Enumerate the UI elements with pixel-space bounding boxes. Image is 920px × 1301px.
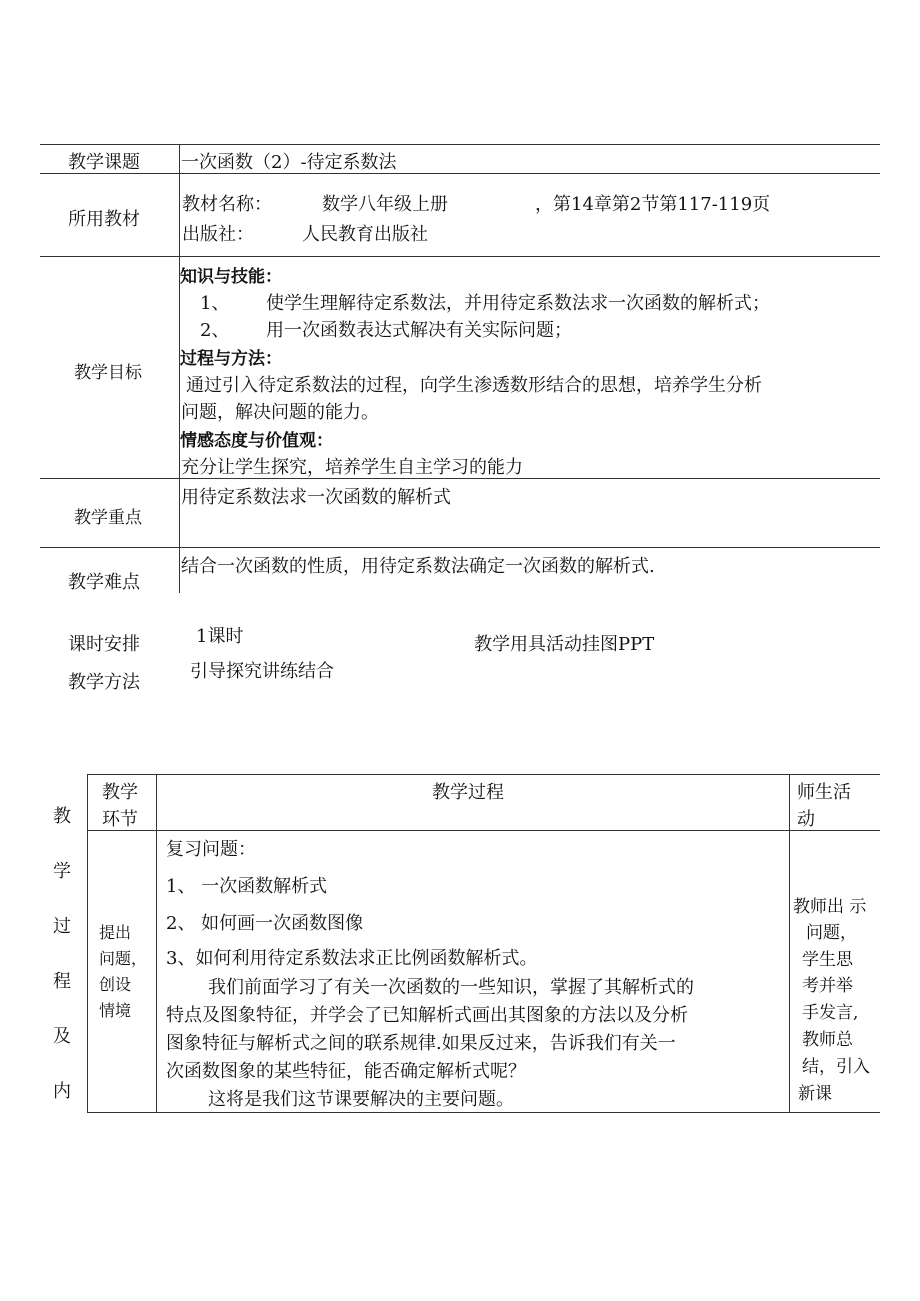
process-border-left (87, 774, 88, 1112)
goal-process-text-2: 问题，解决问题的能力。 (181, 402, 379, 423)
header-process: 教学过程 (432, 782, 504, 803)
topic-value: 一次函数（2）-待定系数法 (181, 152, 397, 173)
review-item-1: 1、 一次函数解析式 (166, 876, 328, 897)
method-label: 教学方法 (68, 672, 140, 693)
activity-line: 教师出 示 (793, 897, 867, 917)
process-side-char: 过 (53, 916, 71, 937)
process-border-top (87, 774, 880, 775)
goal-emotion-title: 情感态度与价值观： (180, 431, 333, 451)
table-border-top (40, 144, 880, 145)
stage-line: 情境 (99, 1001, 132, 1020)
goal-emotion-text: 充分让学生探究，培养学生自主学习的能力 (181, 457, 523, 478)
key-value: 用待定系数法求一次函数的解析式 (181, 487, 451, 508)
goals-label: 教学目标 (74, 363, 142, 383)
process-divider-stage (156, 774, 157, 1112)
activity-line: 教师总 (802, 1030, 853, 1050)
table-border-row2 (40, 256, 880, 257)
process-side-char: 学 (53, 861, 71, 882)
goal-knowledge-1-text: 使学生理解待定系数法，并用待定系数法求一次函数的解析式； (266, 293, 770, 314)
activity-line: 结，引入 (802, 1057, 870, 1077)
topic-label: 教学课题 (68, 152, 140, 173)
review-title: 复习问题： (166, 839, 256, 860)
difficulty-value: 结合一次函数的性质，用待定系数法确定一次函数的解析式. (181, 556, 655, 577)
goal-knowledge-title: 知识与技能： (180, 267, 282, 287)
activity-line: 考并举 (802, 976, 853, 996)
header-activity-line1: 师生活 (797, 782, 851, 803)
activity-line: 手发言, (802, 1003, 859, 1023)
stage-line: 问题， (99, 949, 148, 968)
process-side-char: 及 (53, 1026, 71, 1047)
process-side-char: 教 (53, 806, 71, 827)
activity-line: 问题， (806, 923, 857, 943)
goal-knowledge-2-text: 用一次函数表达式解决有关实际问题； (266, 320, 572, 341)
goal-process-text-1: 通过引入待定系数法的过程，向学生渗透数形结合的思想，培养学生分析 (186, 375, 762, 396)
paragraph-line: 我们前面学习了有关一次函数的一些知识，掌握了其解析式的 (208, 977, 694, 998)
materials-chapter: ，第14章第2节第117-119页 (535, 194, 771, 215)
publisher-label: 出版社： (182, 224, 254, 245)
paragraph-line: 特点及图象特征，并学会了已知解析式画出其图象的方法以及分析 (166, 1005, 688, 1026)
process-divider-activity (789, 774, 790, 1112)
process-border-header (87, 830, 880, 831)
header-activity-line2: 动 (797, 809, 815, 830)
activity-line: 学生思 (802, 950, 853, 970)
paragraph-line: 图象特征与解析式之间的联系规律.如果反过来，告诉我们有关一 (166, 1033, 676, 1054)
process-border-bottom (87, 1112, 880, 1113)
activity-line: 新课 (798, 1084, 832, 1104)
review-item-3: 3、如何利用待定系数法求正比例函数解析式。 (166, 948, 538, 969)
table-border-row4 (40, 547, 880, 548)
review-item-2: 2、 如何画一次函数图像 (166, 913, 364, 934)
stage-line: 创设 (99, 975, 132, 994)
goal-process-title: 过程与方法： (180, 349, 282, 369)
materials-name-value: 数学八年级上册 (322, 194, 448, 215)
stage-line: 提出 (99, 923, 132, 942)
hours-label: 课时安排 (68, 634, 140, 655)
process-side-char: 程 (53, 971, 71, 992)
goal-knowledge-1-num: 1、 (200, 293, 230, 314)
header-stage-line2: 环节 (102, 809, 138, 830)
closing-line: 这将是我们这节课要解决的主要问题。 (208, 1089, 514, 1110)
materials-name-label: 教材名称： (182, 194, 272, 215)
goal-knowledge-2-num: 2、 (200, 320, 230, 341)
method-value: 引导探究讲练结合 (190, 661, 334, 682)
publisher-value: 人民教育出版社 (302, 224, 428, 245)
header-stage-line1: 教学 (102, 782, 138, 803)
process-side-char: 内 (53, 1081, 71, 1102)
materials-label: 所用教材 (68, 209, 140, 230)
hours-value: 1课时 (196, 626, 244, 647)
key-label: 教学重点 (74, 508, 142, 528)
table-border-row1 (40, 173, 880, 174)
tools-text: 教学用具活动挂图PPT (474, 634, 655, 655)
paragraph-line: 次函数图象的某些特征，能否确定解析式呢？ (166, 1061, 526, 1082)
difficulty-label: 教学难点 (68, 572, 140, 593)
